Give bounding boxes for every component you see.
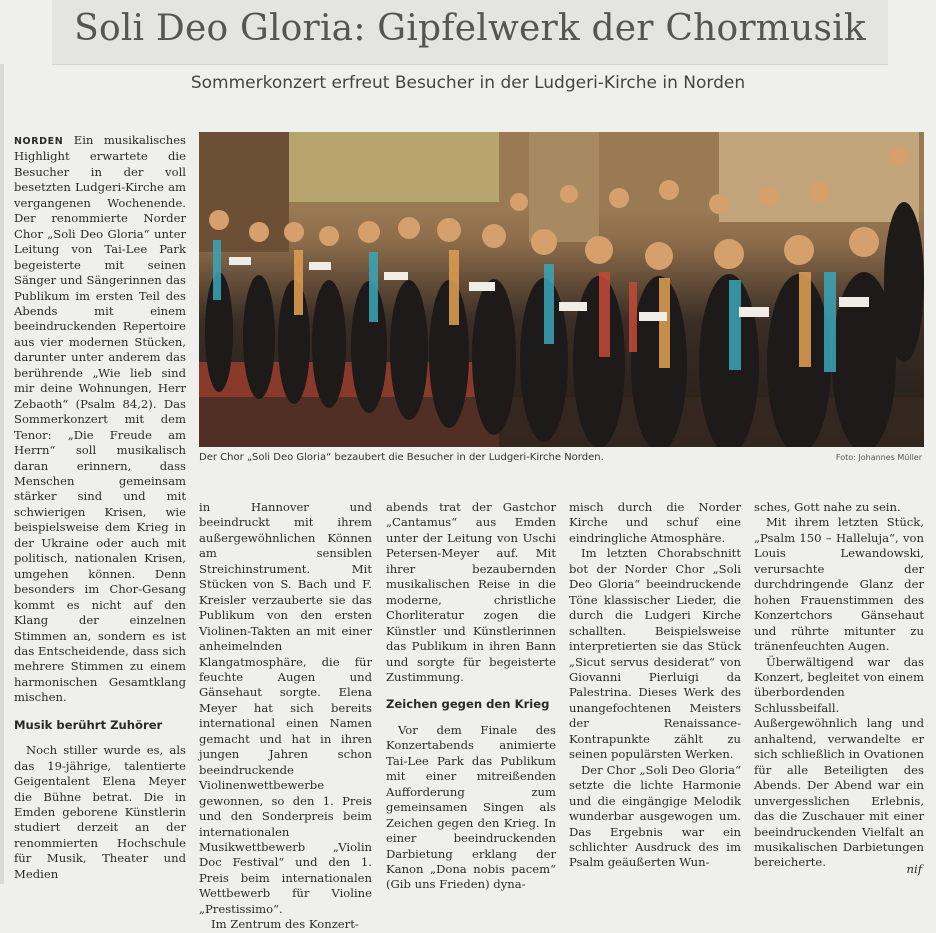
paragraph: misch durch die Norder Kirche und schuf eine eindringliche Atmosphäre.	[569, 500, 741, 545]
column-5	[754, 500, 924, 871]
page-edge	[0, 64, 4, 884]
subheadline: Sommerkonzert erfreut Besucher in der Ludgeri-Kirche in Norden	[190, 73, 746, 93]
paragraph: Überwältigend war das Konzert, begleitet von einem überbordenden Schlussbeifall. Außergewöhnlich lang und anhaltend, verwandelte er sich schließlich in Ovationen für alle Beteiligten des Abends. Der Abend war ein unvergesslichen Erlebnis, das die Zuschauer mit einer beeindruckenden Vielfalt an musikalischen Darbietungen bereicherte.	[754, 654, 924, 870]
choir-photo	[199, 132, 924, 447]
column-4	[569, 500, 741, 871]
paragraph: Im letzten Chorabschnitt bot der Norder Chor „Soli Deo Gloria“ beeindruckende Töne klassischer Lieder, die durch die Ludgeri Kirche schallten. Beispielsweise interpretierten sie das Stück „Sicut servus desiderat“ von Giovanni Pierluigi da Palestrina. Dieses Werk des unangefochtenen Meisters der Renaissance-Kontrapunkte zählt zu seinen populärsten Werken.	[569, 546, 741, 762]
choir-photo-illustration	[199, 132, 924, 447]
paragraph: in Hannover und beeindruckt mit ihrem außergewöhnlichen Können am sensiblen Streichinstrument. Mit Stücken von S. Bach und F. Kreisler verzauberte sie das Publikum von den ersten Violinen-Takten an mit einer anheimelnden Klangatmosphäre, die für feuchte Augen und Gänsehaut sorgte. Elena Meyer hat sich bereits international einen Namen gemacht und hat in ihren jungen Jahren schon beeindruckende Violinenwettbewerbe gewonnen, so den 1. Preis und den Sonderpreis beim internationalen Musikwettbewerb „Violin Doc Festival“ und den 1. Preis beim internationalen Wettbewerb für Violine „Prestissimo“.	[199, 500, 372, 916]
paragraph: Im Zentrum des Konzert-	[211, 917, 359, 932]
column-2	[199, 500, 372, 933]
paragraph: abends trat der Gastchor „Cantamus“ aus Emden unter der Leitung von Uschi Petersen-Meyer auf. Mit ihrer bezaubernden musikalischen Reise in die moderne, christliche Chorliteratur zogen die Künstler und Künstlerinnen das Publikum in ihren Bann und sorgte für begeisterte Zustimmung.	[386, 500, 556, 684]
paragraph: Vor dem Finale des Konzertabends animierte Tai-Lee Park das Publikum mit einer mitreißenden Aufforderung zum gemeinsamen Singen als Zeichen gegen den Krieg. In einer beeindruckenden Darbietung erklang der Kanon „Dona nobis pacem“ (Gib uns Frieden) dyna-	[386, 722, 556, 892]
photo-credit: Foto: Johannes Müller	[835, 453, 922, 462]
caption-text: Der Chor „Soli Deo Gloria“ bezaubert die Besucher in der Ludgeri-Kirche Norden.	[199, 452, 604, 463]
paragraph: sches, Gott nahe zu sein.	[754, 500, 901, 514]
column-3	[386, 500, 556, 893]
lead-paragraph	[14, 133, 186, 706]
paragraph: Noch stiller wurde es, als das 19-jährige, talentierte Geigentalent Elena Meyer die Bühne betrat. Die in Emden geborene Künstlerin studiert derzeit an der renommierten Hochschule für Musik, Theater und Medien	[14, 743, 186, 881]
paragraph: Der Chor „Soli Deo Gloria“ setzte die lichte Harmonie und die eingängige Melodik wunderbar ausgewogen um. Das Ergebnis war ein schlichter Ausdruck des im Psalm geäußerten Wun-	[569, 762, 741, 870]
subheading-krieg: Zeichen gegen den Krieg	[386, 697, 550, 712]
author-signature: nif	[906, 862, 922, 876]
photo-caption	[199, 452, 924, 463]
paragraph: Mit ihrem letzten Stück, „Psalm 150 – Halleluja“, von Louis Lewandowski, verursachte der durchdringende Glanz der hohen Frauenstimmen des Konzertchors Gänsehaut und rührte mitunter zu tränenfeuchten Augen.	[754, 515, 924, 654]
dateline: NORDEN	[14, 136, 64, 147]
column-1	[14, 133, 186, 882]
subheading-musik: Musik berührt Zuhörer	[14, 717, 163, 732]
headline: Soli Deo Gloria: Gipfelwerk der Chormusik	[74, 8, 866, 49]
lead-text: Ein musikalisches Highlight erwartete die Besucher in der voll besetzten Ludgeri-Kirche am vergangenen Wochenende. Der renommierte Norder Chor „Soli Deo Gloria“ unter Leitung von Tai-Lee Park begeisterte mit seinen Sänger und Sängerinnen das Publikum im ersten Teil des Abends mit einem beeindruckenden Repertoire aus vier modernen Stücken, darunter unter anderem das berührende „Wie lieb sind mir deine Wohnungen, Herr Zebaoth“ (Psalm 84,2). Das Sommerkonzert mit dem Tenor: „Die Freude am Herrn“ soll musikalisch daran erinnern, dass Menschen gemeinsam stärker sind und mit schwierigen Krisen, wie beispielsweise dem Krieg in der Ukraine oder auch mit politisch, nationalen Krisen, umgehen können. Denn besonders im Chor-Gesang kommt es nicht auf den Klang der einzelnen Stimmen an, sondern es ist das Entscheidende, dass sich mehrere Stimmen zu einem harmonischen Gesamtklang mischen.	[14, 133, 187, 705]
